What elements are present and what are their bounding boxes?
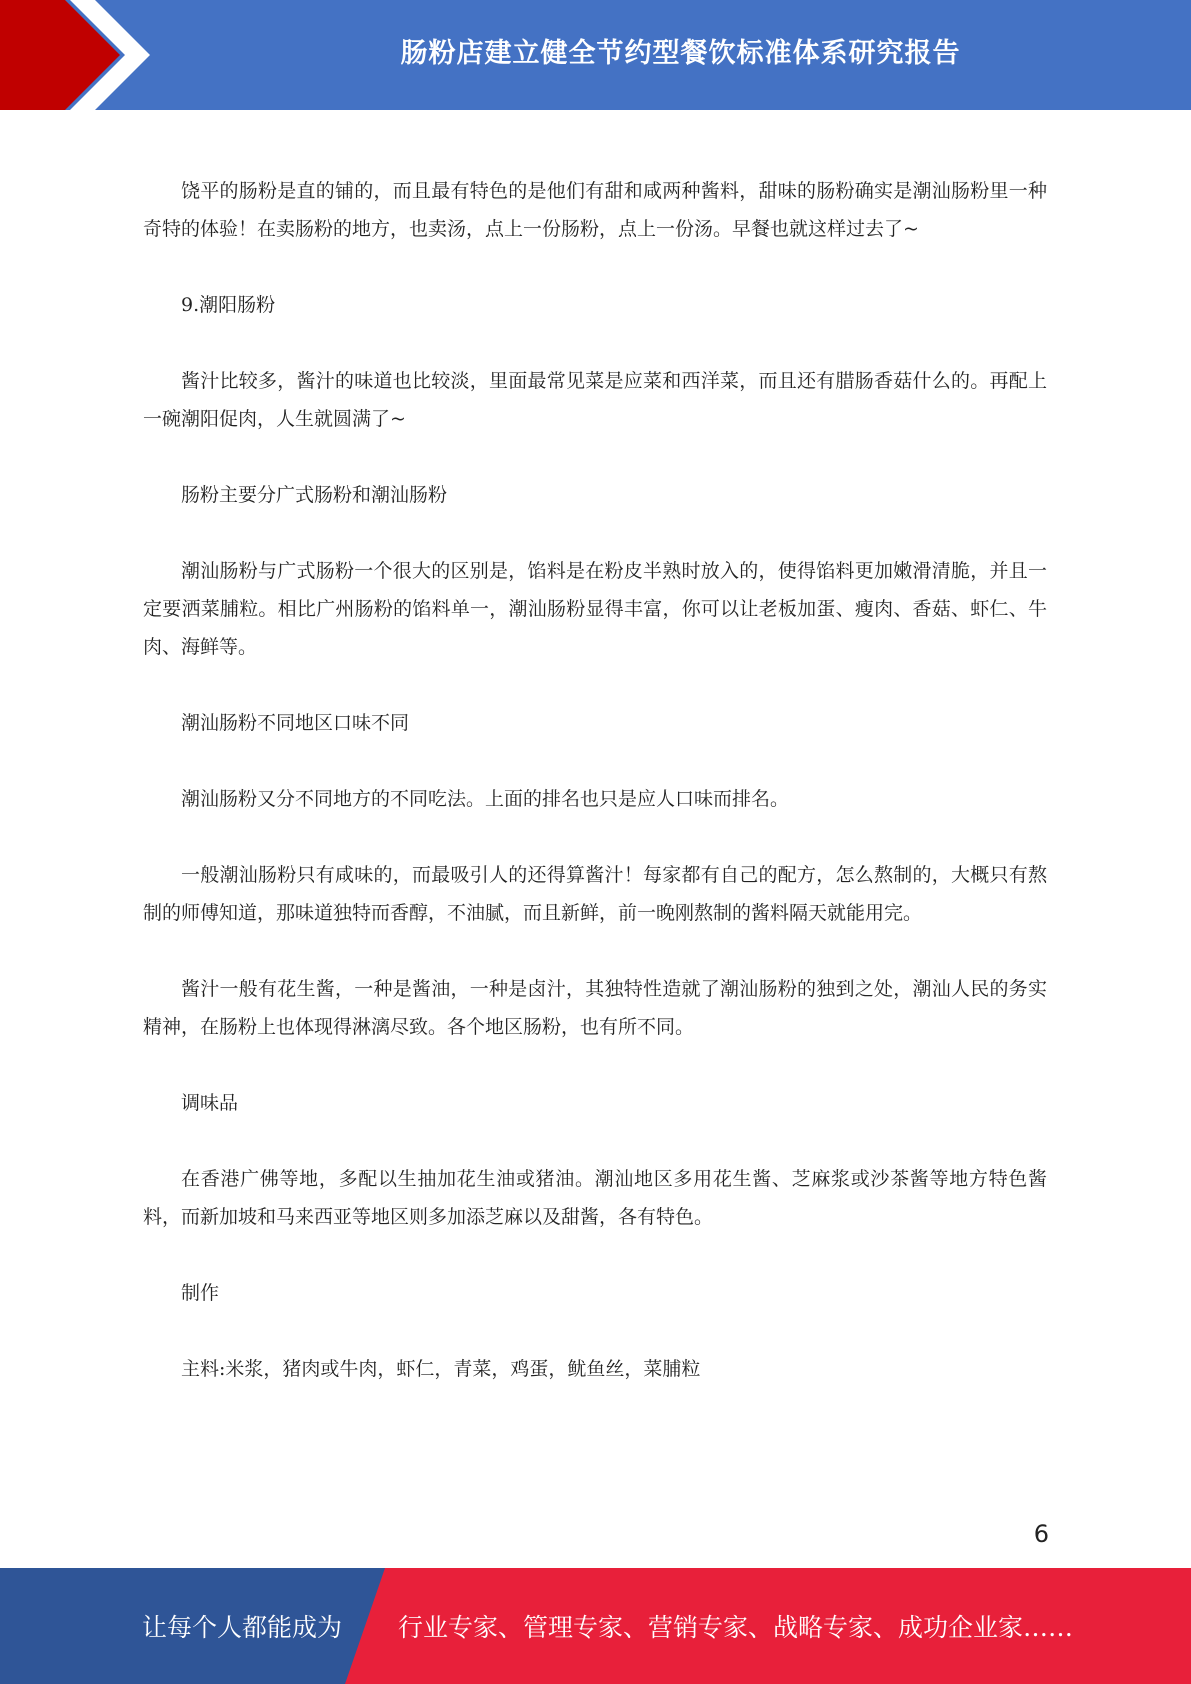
paragraph: 潮汕肠粉与广式肠粉一个很大的区别是，馅料是在粉皮半熟时放入的，使得馅料更加嫩滑清脆，并且一定要洒菜脯粒。相比广州肠粉的馅料单一，潮汕肠粉显得丰富，你可以让老板加蛋、瘦肉、香菇、虾仁、牛肉、海鲜等。 bbox=[143, 560, 1047, 658]
chevron-arrow-icon bbox=[0, 0, 160, 110]
paragraph: 主料:米浆，猪肉或牛肉，虾仁，青菜，鸡蛋，鱿鱼丝，菜脯粒 bbox=[181, 1358, 701, 1380]
section-heading: 潮汕肠粉不同地区口味不同 bbox=[181, 712, 410, 734]
page-header bbox=[0, 0, 1191, 110]
paragraph: 潮汕肠粉又分不同地方的不同吃法。上面的排名也只是应人口味而排名。 bbox=[181, 788, 790, 810]
footer-slogan-right: 行业专家、管理专家、营销专家、战略专家、成功企业家…… bbox=[398, 1613, 1074, 1642]
footer-slogan-left: 让每个人都能成为 bbox=[142, 1613, 343, 1642]
paragraph: 酱汁一般有花生酱，一种是酱油，一种是卤汁，其独特性造就了潮汕肠粉的独到之处，潮汕人民的务实精神，在肠粉上也体现得淋漓尽致。各个地区肠粉，也有所不同。 bbox=[143, 978, 1047, 1038]
section-heading: 9.潮阳肠粉 bbox=[181, 294, 276, 316]
section-heading: 制作 bbox=[181, 1282, 220, 1304]
document-body bbox=[143, 172, 1047, 1388]
page-number: 6 bbox=[1033, 1520, 1049, 1548]
section-heading: 肠粉主要分广式肠粉和潮汕肠粉 bbox=[181, 484, 448, 506]
paragraph: 一般潮汕肠粉只有咸味的，而最吸引人的还得算酱汁！每家都有自己的配方，怎么熬制的，大概只有熬制的师傅知道，那味道独特而香醇，不油腻，而且新鲜，前一晚刚熬制的酱料隔天就能用完。 bbox=[143, 864, 1047, 924]
paragraph: 酱汁比较多，酱汁的味道也比较淡，里面最常见菜是应菜和西洋菜，而且还有腊肠香菇什么的。再配上一碗潮阳促肉，人生就圆满了~ bbox=[143, 370, 1047, 430]
section-heading: 调味品 bbox=[181, 1092, 239, 1114]
paragraph: 在香港广佛等地，多配以生抽加花生油或猪油。潮汕地区多用花生酱、芝麻浆或沙茶酱等地方特色酱料，而新加坡和马来西亚等地区则多加添芝麻以及甜酱，各有特色。 bbox=[143, 1168, 1047, 1228]
page-footer bbox=[0, 1568, 1191, 1684]
report-title: 肠粉店建立健全节约型餐饮标准体系研究报告 bbox=[400, 37, 961, 69]
paragraph: 饶平的肠粉是直的铺的，而且最有特色的是他们有甜和咸两种酱料，甜味的肠粉确实是潮汕肠粉里一种奇特的体验！在卖肠粉的地方，也卖汤，点上一份肠粉，点上一份汤。早餐也就这样过去了~ bbox=[143, 180, 1047, 240]
